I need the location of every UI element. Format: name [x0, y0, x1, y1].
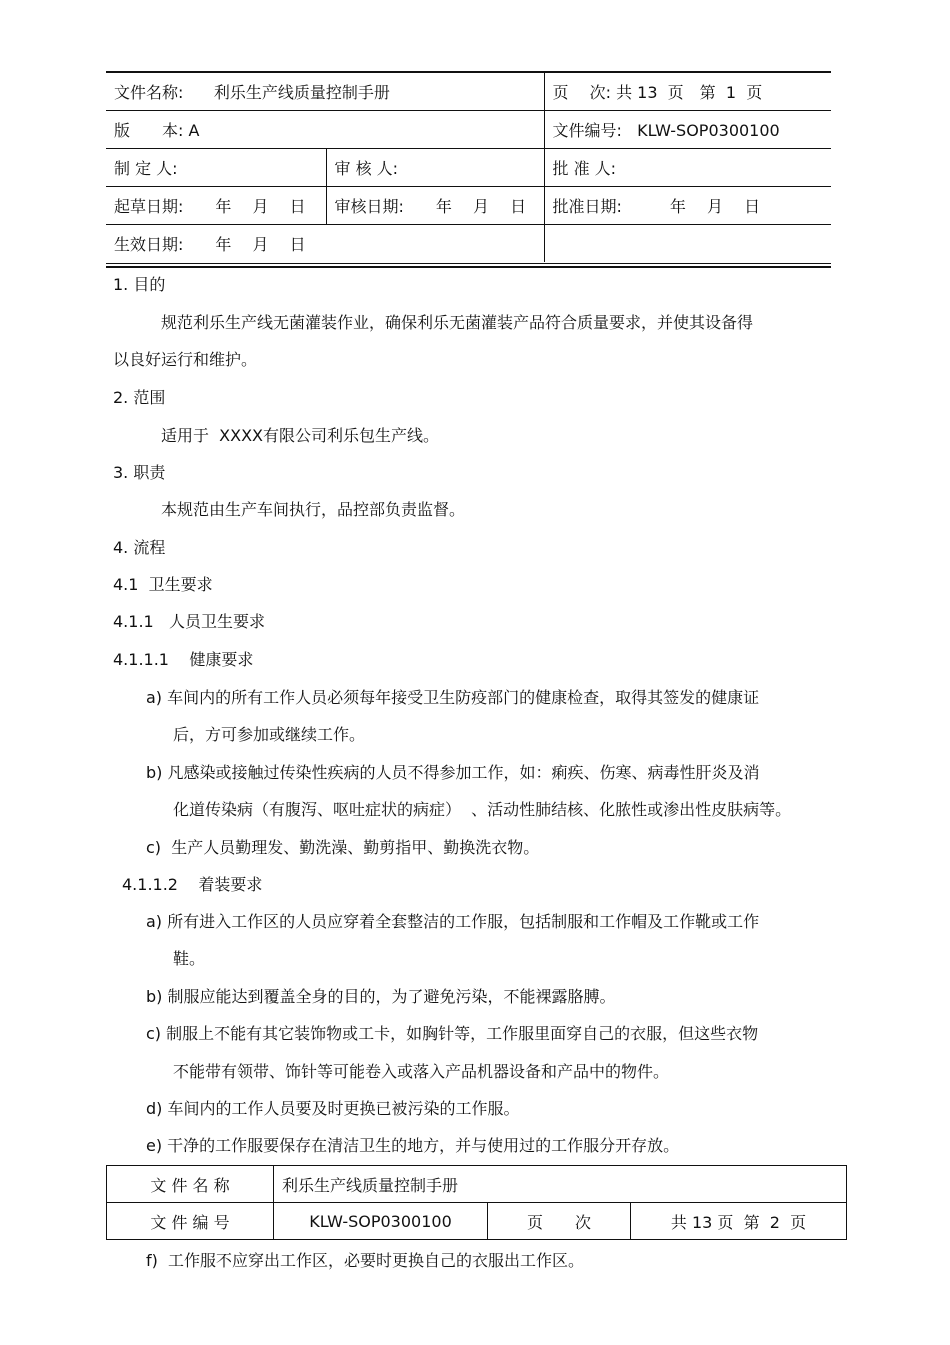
footer-no-label: 文 件 编 号 — [107, 1203, 274, 1240]
version-label: 版 本: — [114, 121, 184, 140]
effective-date-cell: 生效日期: 年 月 日 — [106, 225, 544, 263]
scope-text: 适用于 XXXX有限公司利乐包生产线。 — [161, 426, 440, 445]
item-f-dress: f) 工作服不应穿出工作区，必要时更换自己的衣服出工作区。 — [146, 1251, 585, 1270]
footer-page-value: 共 13 页 第 2 页 — [631, 1203, 847, 1240]
heading-4-1-1-1: 4.1.1.1 健康要求 — [113, 650, 254, 669]
item-a-health-1: a) 车间内的所有工作人员必须每年接受卫生防疫部门的健康检查，取得其签发的健康证 — [146, 688, 760, 707]
doc-no-cell — [544, 111, 831, 149]
item-b-health-1: b) 凡感染或接触过传染性疾病的人员不得参加工作，如：痢疾、伤寒、病毒性肝炎及消 — [146, 763, 760, 782]
empty-cell — [544, 225, 831, 263]
purpose-text-1: 规范利乐生产线无菌灌装作业，确保利乐无菌灌装产品符合质量要求，并使其设备得 — [161, 313, 754, 332]
version-cell — [106, 111, 544, 149]
item-e-dress: e) 干净的工作服要保存在清洁卫生的地方，并与使用过的工作服分开存放。 — [146, 1136, 680, 1155]
reviewer-cell: 审 核 人: — [326, 149, 544, 187]
heading-scope: 2. 范围 — [113, 388, 166, 407]
item-b-health-2: 化道传染病（有腹泻、呕吐症状的病症） 、活动性肺结核、化脓性或渗出性皮肤病等。 — [173, 800, 792, 819]
item-c-dress-2: 不能带有领带、饰针等可能卷入或落入产品机器设备和产品中的物件。 — [173, 1062, 670, 1081]
heading-process: 4. 流程 — [113, 538, 166, 557]
heading-4-1: 4.1 卫生要求 — [113, 575, 213, 594]
draft-date-cell: 起草日期: 年 月 日 — [106, 187, 326, 225]
footer-name-label: 文 件 名 称 — [107, 1166, 274, 1203]
responsibility-text: 本规范由生产车间执行，品控部负责监督。 — [161, 500, 466, 519]
maker-cell: 制 定 人: — [106, 149, 326, 187]
file-name-value: 利乐生产线质量控制手册 — [213, 83, 390, 102]
footer-name-value: 利乐生产线质量控制手册 — [274, 1166, 847, 1203]
file-name-cell — [106, 72, 544, 111]
approver-cell: 批 准 人: — [544, 149, 831, 187]
header-divider-thick — [106, 266, 831, 268]
item-c-dress-1: c) 制服上不能有其它装饰物或工卡，如胸针等，工作服里面穿自己的衣服，但这些衣物 — [146, 1024, 759, 1043]
doc-no-label: 文件编号: — [552, 121, 622, 140]
footer-no-value: KLW-SOP0300100 — [274, 1203, 488, 1240]
file-name-label: 文件名称: — [114, 83, 184, 102]
item-a-dress-1: a) 所有进入工作区的人员应穿着全套整洁的工作服，包括制服和工作帽及工作靴或工作 — [146, 912, 760, 931]
footer-page-label: 页 次 — [488, 1203, 631, 1240]
document-footer-table — [106, 1165, 847, 1240]
item-b-dress: b) 制服应能达到覆盖全身的目的，为了避免污染，不能裸露胳膊。 — [146, 987, 616, 1006]
document-header-table — [106, 71, 831, 262]
item-d-dress: d) 车间内的工作人员要及时更换已被污染的工作服。 — [146, 1099, 520, 1118]
item-c-health: c) 生产人员勤理发、勤洗澡、勤剪指甲、勤换洗衣物。 — [146, 838, 540, 857]
version-value: A — [188, 121, 200, 140]
page-info: 页 次: 共 13 页 第 1 页 — [544, 72, 831, 111]
header-divider-thin — [106, 263, 831, 264]
heading-responsibility: 3. 职责 — [113, 463, 166, 482]
doc-no-value: KLW-SOP0300100 — [637, 121, 780, 140]
heading-purpose: 1. 目的 — [113, 275, 166, 294]
item-a-health-2: 后，方可参加或继续工作。 — [173, 725, 366, 744]
approve-date-cell: 批准日期: 年 月 日 — [544, 187, 831, 225]
heading-4-1-1-2: 4.1.1.2 着装要求 — [122, 875, 263, 894]
purpose-text-2: 以良好运行和维护。 — [113, 350, 258, 369]
heading-4-1-1: 4.1.1 人员卫生要求 — [113, 612, 265, 631]
review-date-cell: 审核日期: 年 月 日 — [326, 187, 544, 225]
item-a-dress-2: 鞋。 — [173, 949, 206, 968]
